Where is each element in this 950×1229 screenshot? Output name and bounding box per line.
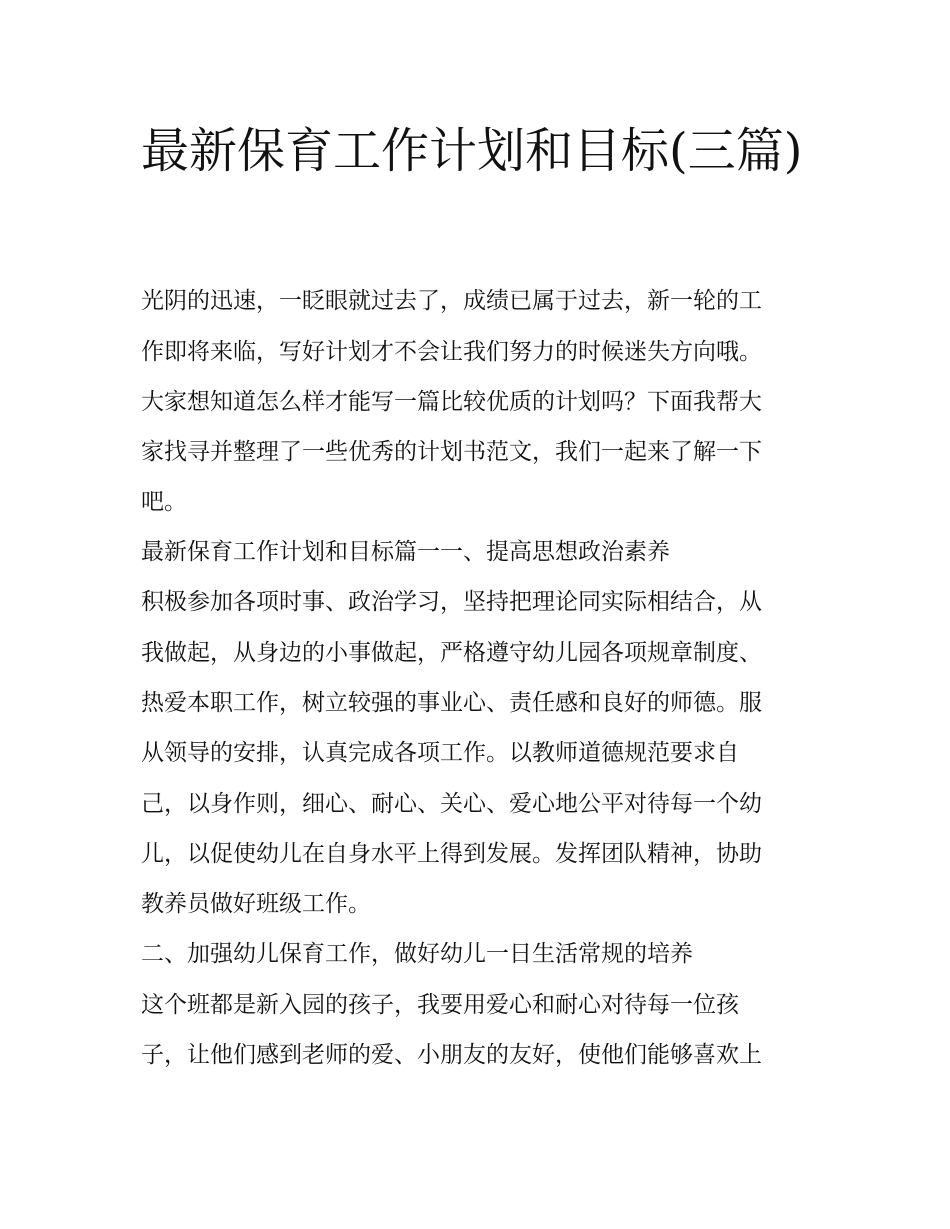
body-line: 儿，以促使幼儿在自身水平上得到发展。发挥团队精神，协助 xyxy=(141,841,762,867)
body-line: 家找寻并整理了一些优秀的计划书范文，我们一起来了解一下 xyxy=(141,439,762,465)
body-line: 这个班都是新入园的孩子，我要用爱心和耐心对待每一位孩 xyxy=(141,992,739,1018)
body-line: 热爱本职工作，树立较强的事业心、责任感和良好的师德。服 xyxy=(141,690,762,716)
body-line: 光阴的迅速，一眨眼就过去了，成绩已属于过去，新一轮的工 xyxy=(141,288,762,314)
body-line: 作即将来临，写好计划才不会让我们努力的时候迷失方向哦。 xyxy=(141,339,762,365)
body-line: 己，以身作则，细心、耐心、关心、爱心地公平对待每一个幼 xyxy=(141,791,762,817)
body-line: 从领导的安排，认真完成各项工作。以教师道德规范要求自 xyxy=(141,740,739,766)
body-line: 积极参加各项时事、政治学习，坚持把理论同实际相结合，从 xyxy=(141,589,762,615)
document-title: 最新保育工作计划和目标(三篇) xyxy=(141,123,803,179)
section-heading-1: 最新保育工作计划和目标篇一一、提高思想政治素养 xyxy=(141,539,670,565)
body-line: 吧。 xyxy=(141,489,187,515)
body-line: 子，让他们感到老师的爱、小朋友的友好，使他们能够喜欢上 xyxy=(141,1042,762,1068)
section-heading-2: 二、加强幼儿保育工作，做好幼儿一日生活常规的培养 xyxy=(141,941,693,967)
body-line: 我做起，从身边的小事做起，严格遵守幼儿园各项规章制度、 xyxy=(141,640,762,666)
body-line: 教养员做好班级工作。 xyxy=(141,891,371,917)
body-line: 大家想知道怎么样才能写一篇比较优质的计划吗？下面我帮大 xyxy=(141,389,762,415)
